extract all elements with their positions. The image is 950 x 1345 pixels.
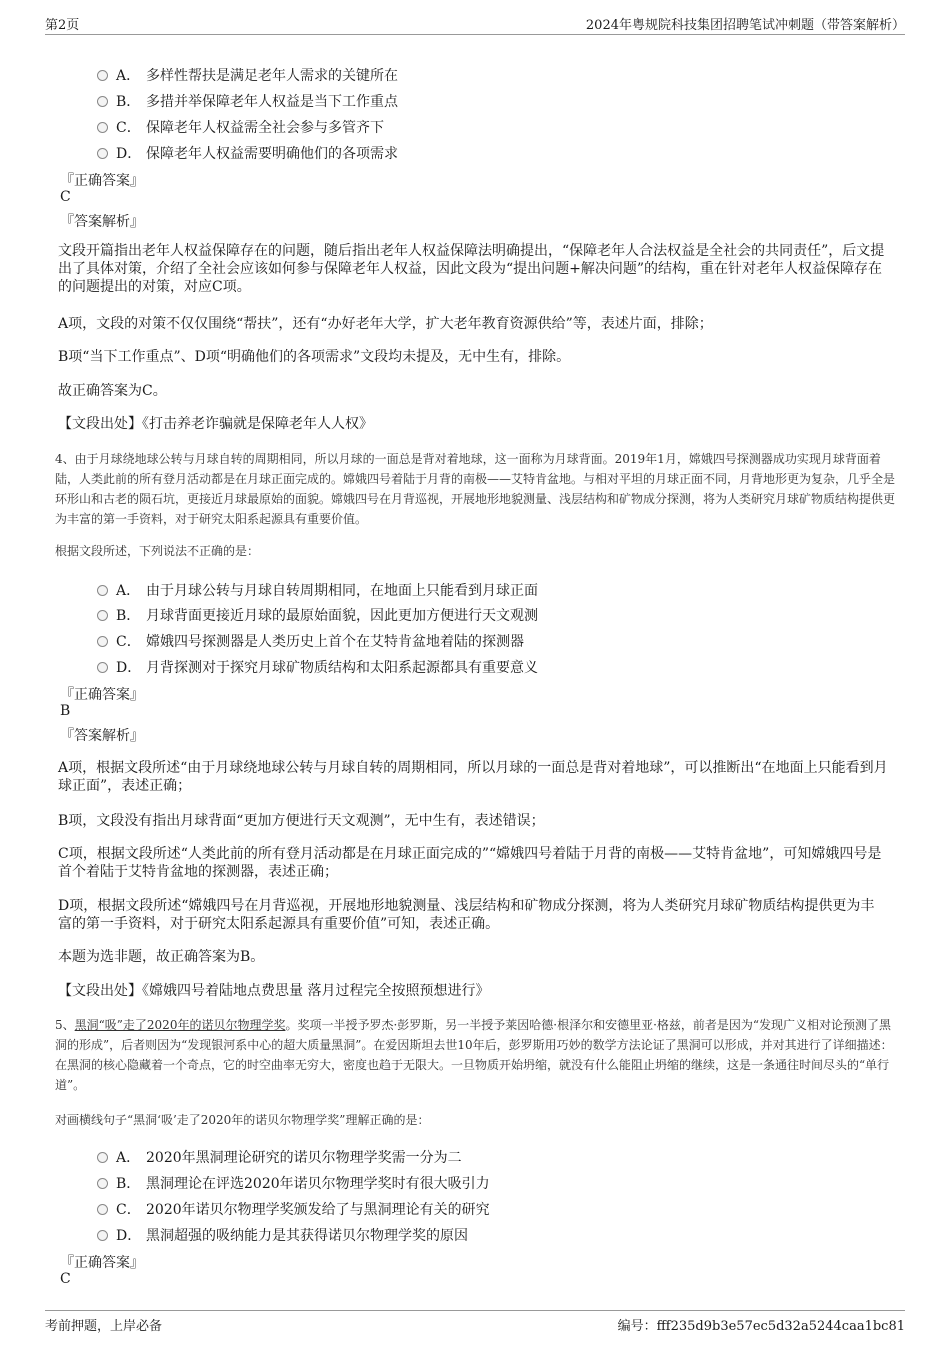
answer-value: C	[60, 189, 71, 205]
radio-icon[interactable]	[97, 70, 108, 81]
document-title: 2024年粤规院科技集团招聘笔试冲刺题（带答案解析）	[585, 18, 905, 33]
analysis-label: 『答案解析』	[60, 728, 144, 744]
radio-icon[interactable]	[97, 122, 108, 133]
footer-slogan: 考前押题，上岸必备	[45, 1319, 163, 1334]
page-header	[45, 12, 905, 35]
footer-code: 编号：fff235d9b3e57ec5d32a5244caa1bc81	[617, 1319, 905, 1334]
q3-option-d[interactable]: D． 保障老年人权益需要明确他们的各项需求	[97, 143, 398, 163]
q4-option-c[interactable]: C． 嫦娥四号探测器是人类历史上首个在艾特肯盆地着陆的探测器	[97, 631, 524, 651]
page-footer	[45, 1310, 905, 1335]
answer-label: 『正确答案』	[60, 687, 144, 703]
source-citation: 【文段出处】《嫦娥四号着陆地点费思量 落月过程完全按照预想进行》	[58, 983, 490, 999]
radio-icon[interactable]	[97, 1230, 108, 1241]
question-text: 5、黑洞“吸”走了2020年的诺贝尔物理学奖。奖项一半授予罗杰·彭罗斯，另一半授予莱因哈德·根泽尔和安德里亚·格兹，前者是因为“发现广义相对论预测了黑洞的形成”，后者则因为“发现银河系中心的超大质量黑洞”。在爱因斯坦去世10年后，彭罗斯用巧妙的数学方法论证了黑洞可以形成，并对其进行了详细描述：在黑洞的核心隐藏着一个奇点，它的时空曲率无穷大，密度也趋于无限大。一旦物质开始坍缩，就没有什么能阻止坍缩的继续，这是一条通往时间尽头的“单行道”。	[55, 1018, 893, 1092]
analysis-paragraph: C项，根据文段所述“人类此前的所有登月活动都是在月球正面完成的”“嫦娥四号着陆于月背的南极——艾特肯盆地”，可知嫦娥四号是首个着陆于艾特肯盆地的探测器，表述正确；	[58, 846, 882, 880]
radio-icon[interactable]	[97, 1152, 108, 1163]
q5-option-c[interactable]: C． 2020年诺贝尔物理学奖颁发给了与黑洞理论有关的研究	[97, 1199, 490, 1219]
analysis-paragraph: A项，根据文段所述“由于月球绕地球公转与月球自转的周期相同，所以月球的一面总是背对着地球”，可以推断出“在地面上只能看到月球正面”，表述正确；	[58, 760, 888, 794]
question-prompt: 根据文段所述，下列说法不正确的是：	[55, 544, 260, 558]
analysis-paragraph: D项，根据文段所述“嫦娥四号在月背巡视，开展地形地貌测量、浅层结构和矿物成分探测，将为人类研究月球矿物质结构提供更为丰富的第一手资料，对于研究太阳系起源具有重要价值”可知，表述正确。	[58, 898, 875, 932]
q4-option-b[interactable]: B． 月球背面更接近月球的最原始面貌，因此更加方便进行天文观测	[97, 605, 538, 625]
question-text: 4、由于月球绕地球公转与月球自转的周期相同，所以月球的一面总是背对着地球，这一面称为月球背面。2019年1月，嫦娥四号探测器成功实现月球背面着陆，人类此前的所有登月活动都是在月球正面完成的。嫦娥四号着陆于月背的南极——艾特肯盆地。与相对平坦的月球正面不同，月背地形更为复杂，几乎全是环形山和古老的陨石坑，更接近月球最原始的面貌。嫦娥四号在月背巡视，开展地形地貌测量、浅层结构和矿物成分探测，将为人类研究月球矿物质结构提供更为丰富的第一手资料，对于研究太阳系起源具有重要价值。	[55, 452, 896, 526]
question-prompt: 对画横线句子“黑洞‘吸’走了2020年的诺贝尔物理学奖”理解正确的是：	[55, 1113, 430, 1127]
q3-option-a[interactable]: A． 多样性帮扶是满足老年人需求的关键所在	[97, 65, 398, 85]
radio-icon[interactable]	[97, 96, 108, 107]
radio-icon[interactable]	[97, 636, 108, 647]
q5-option-b[interactable]: B． 黑洞理论在评选2020年诺贝尔物理学奖时有很大吸引力	[97, 1173, 490, 1193]
analysis-paragraph: 本题为选非题，故正确答案为B。	[58, 949, 265, 965]
q3-option-c[interactable]: C． 保障老年人权益需全社会参与多管齐下	[97, 117, 384, 137]
radio-icon[interactable]	[97, 148, 108, 159]
q5-option-d[interactable]: D． 黑洞超强的吸纳能力是其获得诺贝尔物理学奖的原因	[97, 1225, 468, 1245]
answer-value: B	[60, 703, 71, 719]
analysis-label: 『答案解析』	[60, 214, 144, 230]
q4-option-a[interactable]: A． 由于月球公转与月球自转周期相同，在地面上只能看到月球正面	[97, 580, 538, 600]
source-citation: 【文段出处】《打击养老诈骗就是保障老年人人权》	[58, 416, 373, 432]
analysis-paragraph: 文段开篇指出老年人权益保障存在的问题，随后指出老年人权益保障法明确提出，“保障老年人合法权益是全社会的共同责任”，后文提出了具体对策，介绍了全社会应该如何参与保障老年人权益，因此文段为“提出问题+解决问题”的结构，重在针对老年人权益保障存在的问题提出的对策，对应C项。	[58, 243, 885, 295]
q4-option-d[interactable]: D． 月背探测对于探究月球矿物质结构和太阳系起源都具有重要意义	[97, 657, 538, 677]
radio-icon[interactable]	[97, 1204, 108, 1215]
answer-label: 『正确答案』	[60, 173, 144, 189]
analysis-paragraph: B项“当下工作重点”、D项“明确他们的各项需求”文段均未提及，无中生有，排除。	[58, 349, 571, 365]
answer-label: 『正确答案』	[60, 1255, 144, 1271]
q3-option-b[interactable]: B． 多措并举保障老年人权益是当下工作重点	[97, 91, 398, 111]
analysis-paragraph: A项，文段的对策不仅仅围绕“帮扶”，还有“办好老年大学，扩大老年教育资源供给”等，表述片面，排除；	[58, 316, 713, 332]
q5-option-a[interactable]: A． 2020年黑洞理论研究的诺贝尔物理学奖需一分为二	[97, 1147, 462, 1167]
analysis-paragraph: B项，文段没有指出月球背面“更加方便进行天文观测”，无中生有，表述错误；	[58, 813, 545, 829]
page-number: 第2页	[45, 18, 80, 33]
analysis-paragraph: 故正确答案为C。	[58, 383, 167, 399]
answer-value: C	[60, 1271, 71, 1287]
underlined-sentence: 黑洞“吸”走了2020年的诺贝尔物理学奖	[74, 1018, 286, 1032]
radio-icon[interactable]	[97, 662, 108, 673]
radio-icon[interactable]	[97, 1178, 108, 1189]
radio-icon[interactable]	[97, 610, 108, 621]
radio-icon[interactable]	[97, 585, 108, 596]
